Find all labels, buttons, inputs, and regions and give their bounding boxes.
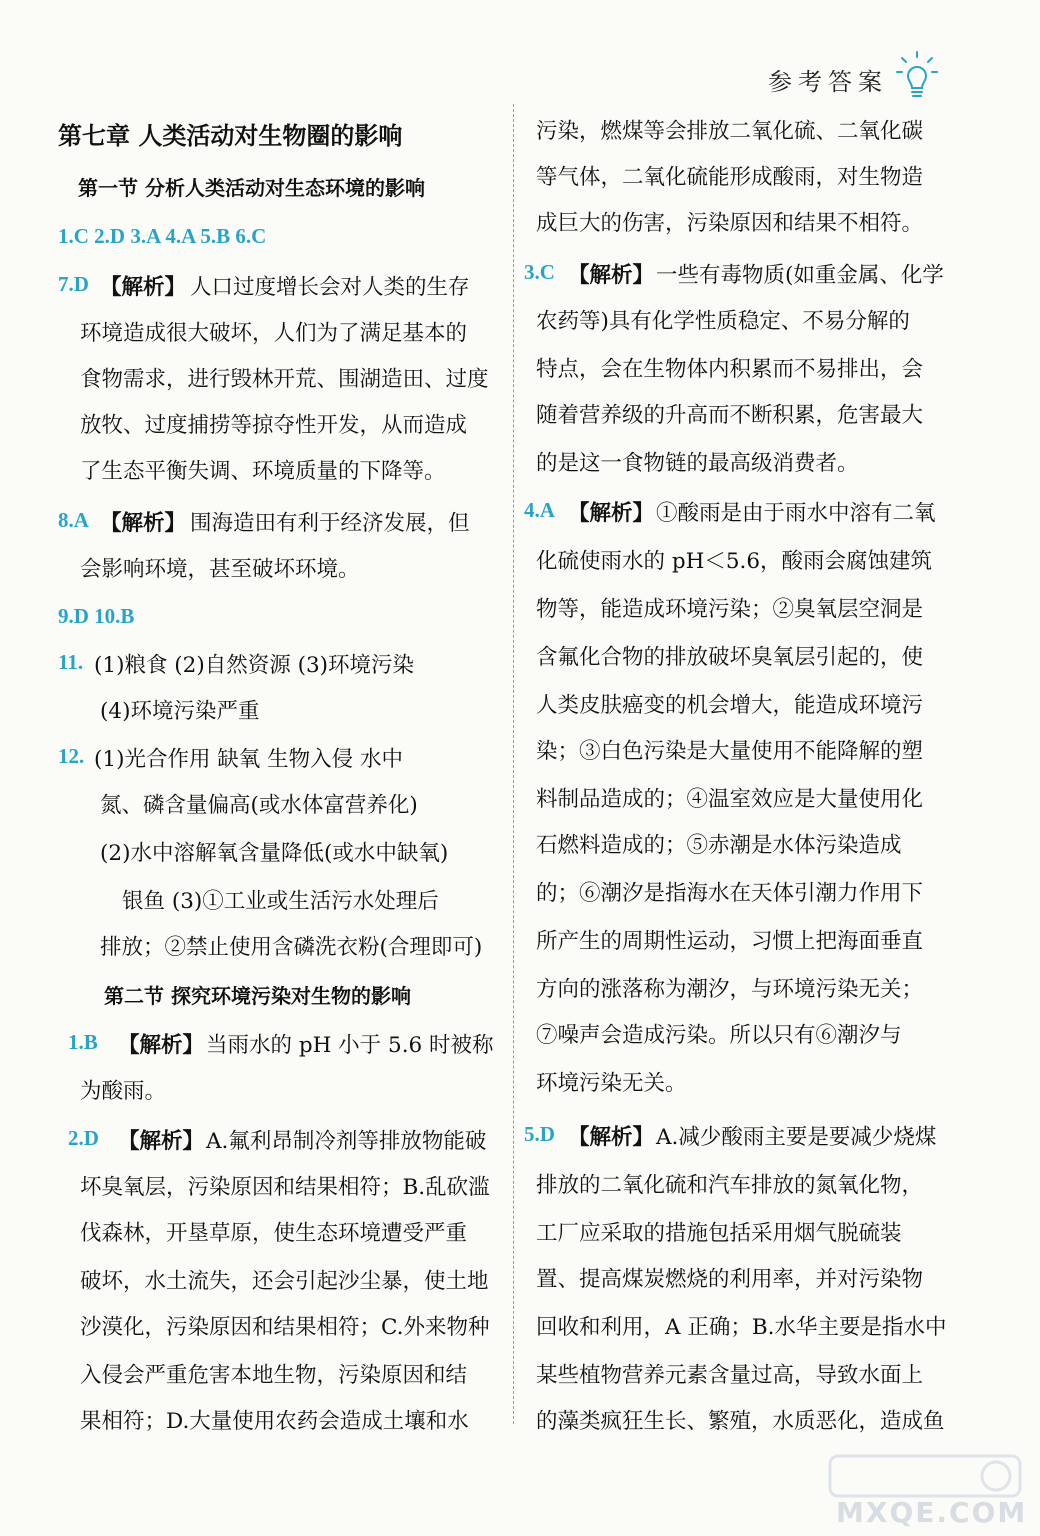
answer-number: 7.D bbox=[58, 272, 89, 296]
answer-line: ①酸雨是由于雨水中溶有二氧 bbox=[656, 501, 936, 526]
answer-line: 围海造田有利于经济发展，但 bbox=[190, 511, 470, 536]
answer-line: 放牧、过度捕捞等掠夺性开发，从而造成 bbox=[80, 413, 468, 438]
answer-number: 4.A bbox=[524, 498, 555, 522]
quick-answers-9-10: 9.D 10.B bbox=[58, 604, 135, 628]
answer-number: 8.A bbox=[58, 508, 89, 532]
answer-line: 一些有毒物质(如重金属、化学 bbox=[656, 263, 944, 288]
answer-line: 化硫使雨水的 pH＜5.6，酸雨会腐蚀建筑 bbox=[536, 549, 933, 574]
answer-line: 物等，能造成环境污染；②臭氧层空洞是 bbox=[536, 597, 924, 622]
section-title-2: 第二节 探究环境污染对生物的影响 bbox=[104, 984, 411, 1008]
answer-line: 等气体，二氧化硫能形成酸雨，对生物造 bbox=[536, 165, 924, 190]
answer-line: 果相符；D.大量使用农药会造成土壤和水 bbox=[80, 1409, 469, 1434]
answer-line: (1)光合作用 缺氧 生物入侵 水中 bbox=[94, 747, 403, 772]
answer-line: 会影响环境，甚至破坏环境。 bbox=[80, 557, 360, 582]
answer-line: 含氟化合物的排放破坏臭氧层引起的，使 bbox=[536, 645, 924, 670]
answer-line: 入侵会严重危害本地生物，污染原因和结 bbox=[80, 1363, 468, 1388]
answer-number: 11. bbox=[58, 650, 84, 674]
quick-answers: 1.C 2.D 3.A 4.A 5.B 6.C bbox=[58, 224, 267, 248]
answer-line: 污染，燃煤等会排放二氧化硫、二氧化碳 bbox=[536, 119, 924, 144]
analysis-tag: 【解析】 bbox=[568, 263, 655, 288]
answer-line: 随着营养级的升高而不断积累，危害最大 bbox=[536, 403, 924, 428]
answer-line: 环境污染无关。 bbox=[536, 1071, 687, 1096]
answer-number: 3.C bbox=[524, 260, 555, 284]
answer-number: 5.D bbox=[524, 1122, 555, 1146]
answer-line: (2)水中溶解氧含量降低(或水中缺氧) bbox=[100, 841, 449, 866]
answer-number: 12. bbox=[58, 744, 85, 768]
answer-line: 农药等)具有化学性质稳定、不易分解的 bbox=[536, 309, 910, 334]
answer-line: 排放的二氧化硫和汽车排放的氮氧化物， bbox=[536, 1173, 924, 1198]
answer-line: 料制品造成的；④温室效应是大量使用化 bbox=[536, 787, 924, 812]
answer-line: 染；③白色污染是大量使用不能降解的塑 bbox=[536, 739, 924, 764]
answer-line: 回收和利用，A 正确；B.水华主要是指水中 bbox=[536, 1315, 947, 1340]
answer-line: (1)粮食 (2)自然资源 (3)环境污染 bbox=[94, 653, 415, 678]
answer-line: 伐森林，开垦草原，使生态环境遭受严重 bbox=[80, 1221, 468, 1246]
answer-line: 人类皮肤癌变的机会增大，能造成环境污 bbox=[536, 693, 924, 718]
answer-line: 成巨大的伤害，污染原因和结果不相符。 bbox=[536, 211, 924, 236]
answer-line: 特点，会在生物体内积累而不易排出，会 bbox=[536, 357, 924, 382]
answer-line: 石燃料造成的；⑤赤潮是水体污染造成 bbox=[536, 833, 902, 858]
answer-line: 的藻类疯狂生长、繁殖，水质恶化，造成鱼 bbox=[536, 1409, 945, 1434]
answer-line: 食物需求，进行毁林开荒、围湖造田、过度 bbox=[80, 367, 489, 392]
answer-line: 了生态平衡失调、环境质量的下降等。 bbox=[80, 459, 446, 484]
answer-number: 1.B bbox=[68, 1030, 98, 1054]
answer-line: 置、提高煤炭燃烧的利用率，并对污染物 bbox=[536, 1267, 924, 1292]
answer-line: A.减少酸雨主要是要减少烧煤 bbox=[656, 1125, 937, 1150]
answer-line: 银鱼 (3)①工业或生活污水处理后 bbox=[122, 889, 439, 914]
answer-line: 坏臭氧层，污染原因和结果相符；B.乱砍滥 bbox=[80, 1175, 490, 1200]
answer-line: 方向的涨落称为潮汐，与环境污染无关； bbox=[536, 977, 924, 1002]
answer-line: 沙漠化，污染原因和结果相符；C.外来物种 bbox=[80, 1315, 490, 1340]
answer-line: 氮、磷含量偏高(或水体富营养化) bbox=[100, 793, 418, 818]
answer-line: A.氟利昂制冷剂等排放物能破 bbox=[206, 1129, 487, 1154]
answer-line: 某些植物营养元素含量过高，导致水面上 bbox=[536, 1363, 924, 1388]
chapter-title: 第七章 人类活动对生物圈的影响 bbox=[58, 122, 403, 150]
answer-line: (4)环境污染严重 bbox=[100, 699, 260, 724]
answer-line: 工厂应采取的措施包括采用烟气脱硫装 bbox=[536, 1221, 902, 1246]
answer-line: 环境造成很大破坏，人们为了满足基本的 bbox=[80, 321, 468, 346]
analysis-tag: 【解析】 bbox=[118, 1129, 205, 1154]
answer-line: 当雨水的 pH 小于 5.6 时被称 bbox=[206, 1033, 494, 1058]
answer-line: 为酸雨。 bbox=[80, 1079, 167, 1104]
answer-line: 人口过度增长会对人类的生存 bbox=[190, 275, 470, 300]
watermark-text: MXQE.COM bbox=[836, 1496, 1028, 1529]
answer-line: 排放；②禁止使用含磷洗衣粉(合理即可) bbox=[100, 935, 483, 960]
analysis-tag: 【解析】 bbox=[100, 511, 187, 536]
answer-line: 的；⑥潮汐是指海水在天体引潮力作用下 bbox=[536, 881, 924, 906]
analysis-tag: 【解析】 bbox=[118, 1033, 205, 1058]
answer-line: 的是这一食物链的最高级消费者。 bbox=[536, 451, 859, 476]
answer-line: 所产生的周期性运动，习惯上把海面垂直 bbox=[536, 929, 924, 954]
section-title-1: 第一节 分析人类活动对生态环境的影响 bbox=[78, 176, 425, 200]
answer-line: ⑦噪声会造成污染。所以只有⑥潮汐与 bbox=[536, 1023, 902, 1048]
lightbulb-icon bbox=[894, 50, 940, 102]
analysis-tag: 【解析】 bbox=[100, 275, 187, 300]
analysis-tag: 【解析】 bbox=[568, 501, 655, 526]
answer-line: 破坏，水土流失，还会引起沙尘暴，使土地 bbox=[80, 1269, 489, 1294]
column-divider bbox=[513, 104, 514, 1424]
page-header-label: 参考答案 bbox=[768, 68, 888, 96]
answer-number: 2.D bbox=[68, 1126, 99, 1150]
analysis-tag: 【解析】 bbox=[568, 1125, 655, 1150]
